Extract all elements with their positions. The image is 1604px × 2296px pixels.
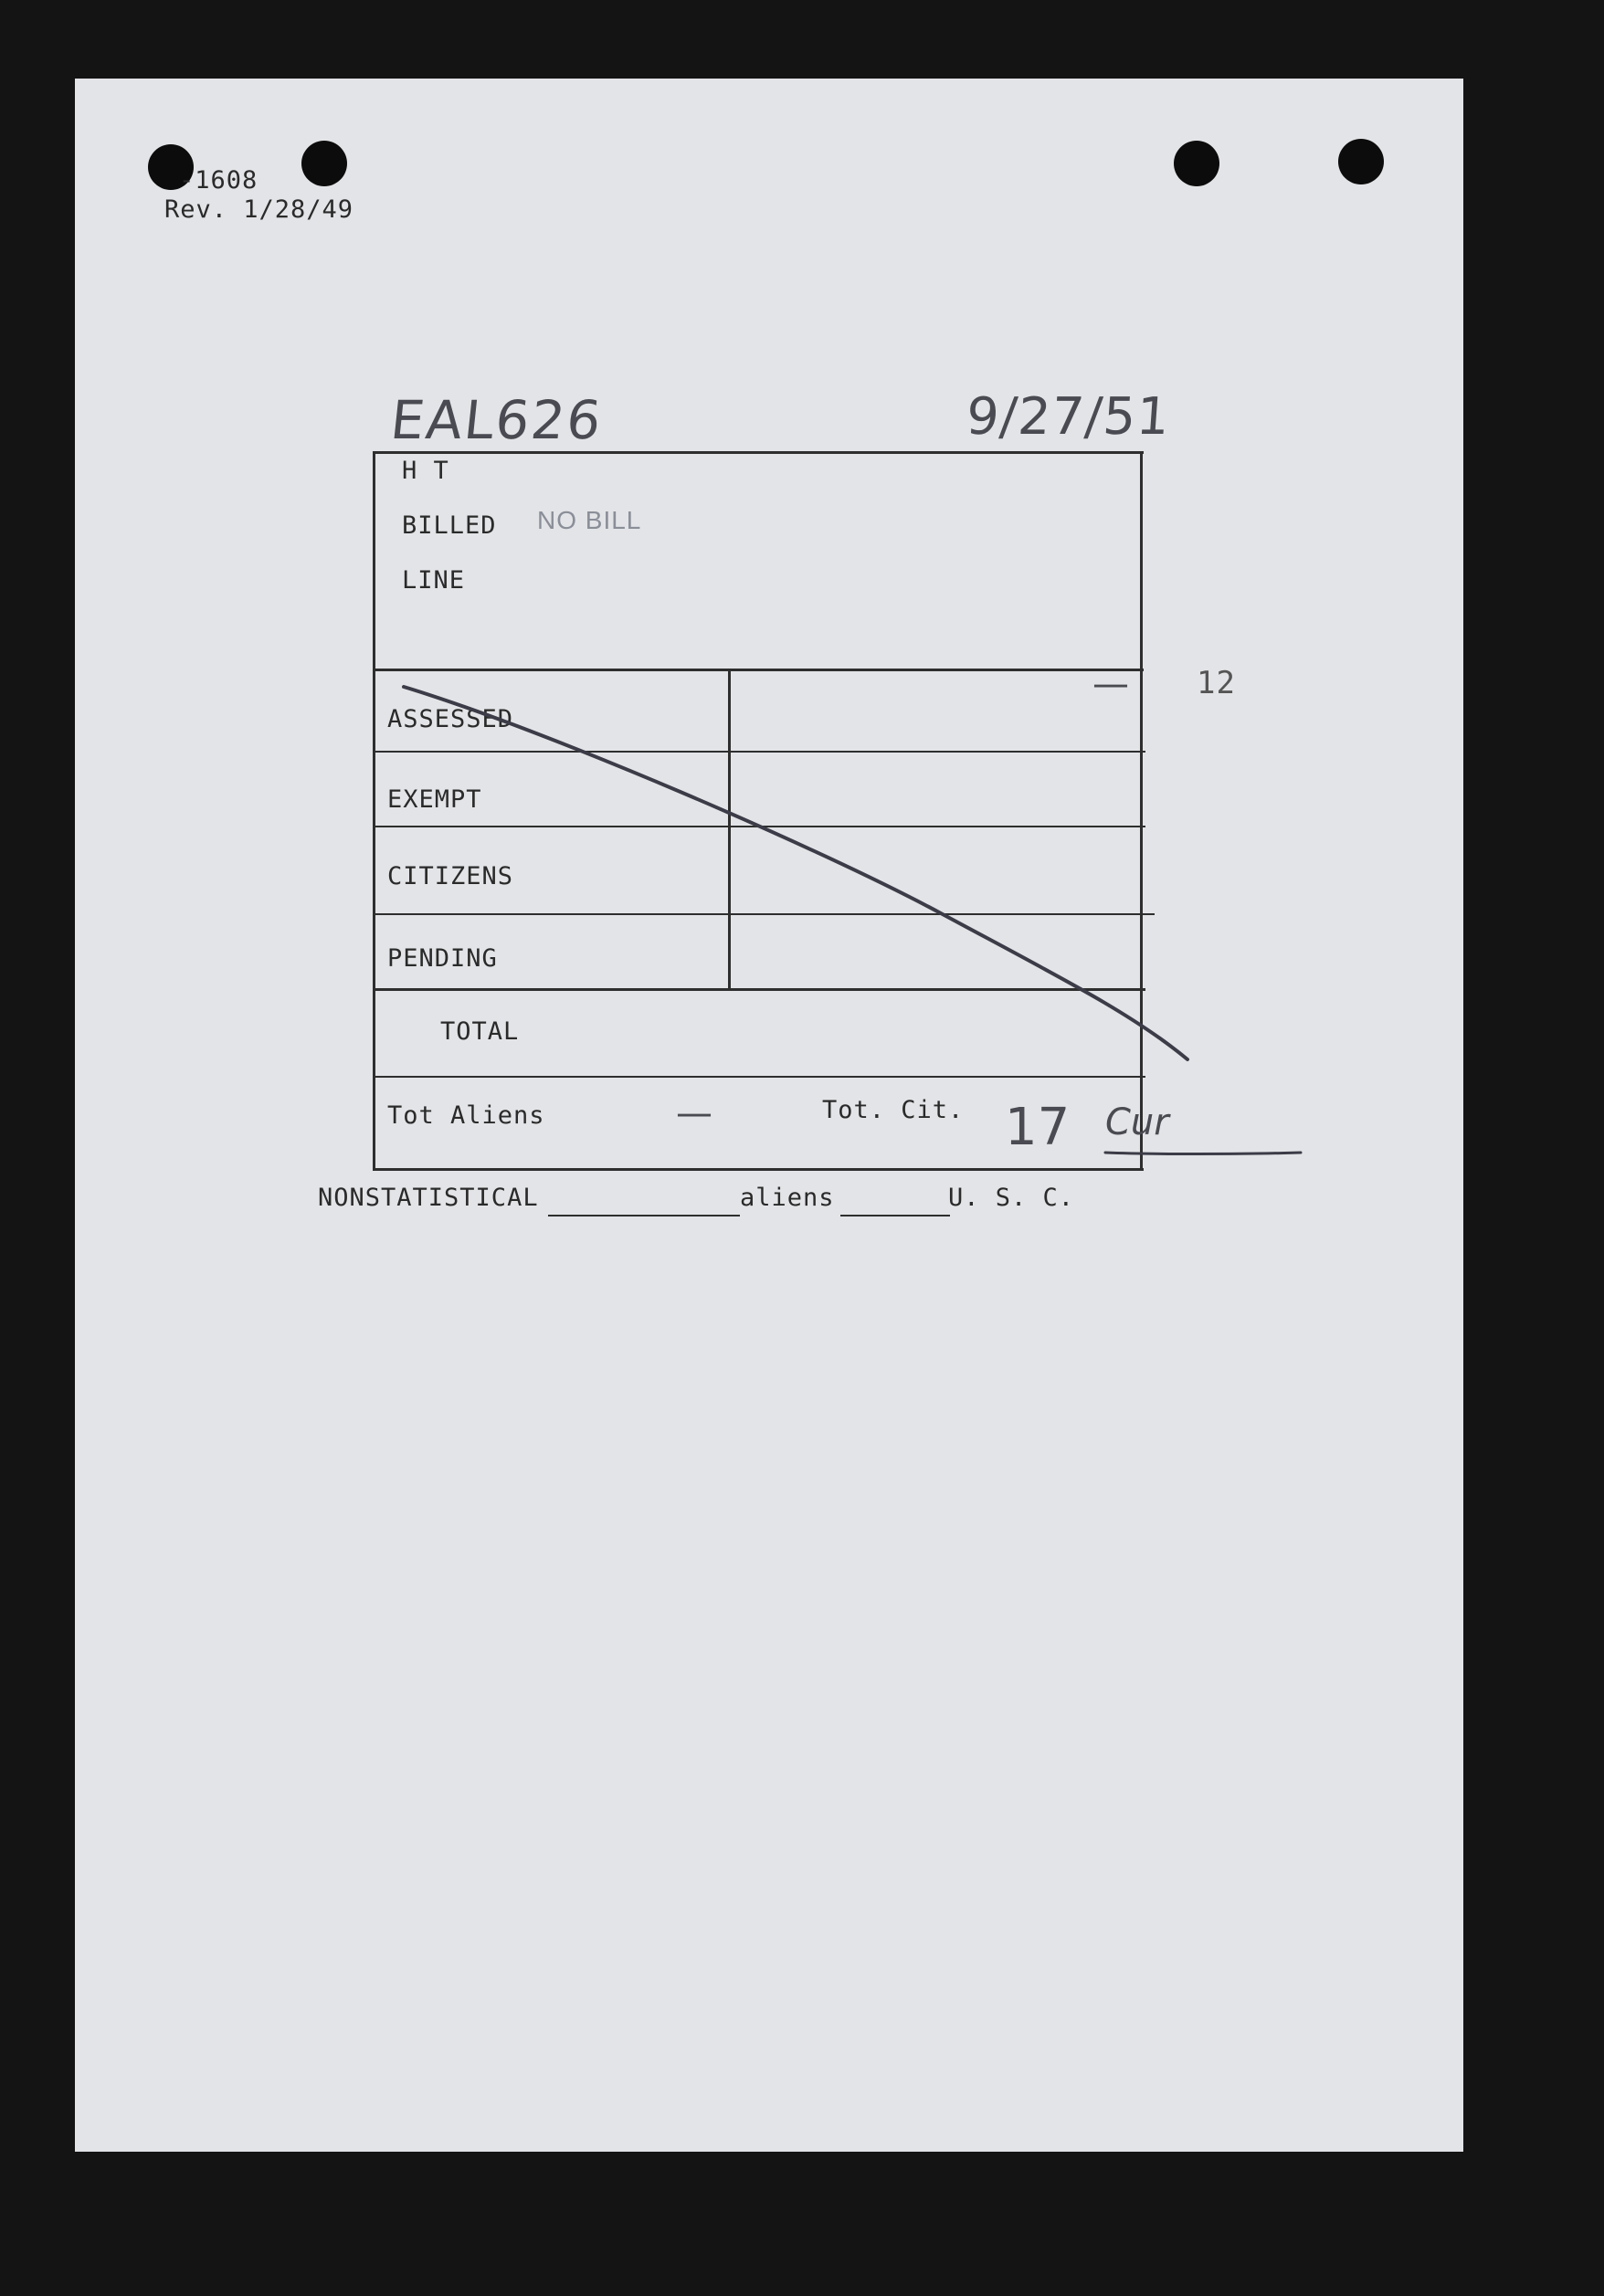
tot-aliens-label: Tot Aliens xyxy=(387,1101,545,1130)
handwritten-initials: Cur xyxy=(1105,1101,1169,1143)
no-bill-stamp: NO BILL xyxy=(537,506,642,534)
aliens-label: aliens xyxy=(740,1184,835,1212)
total-label: TOTAL xyxy=(440,1017,520,1046)
handwritten-code: EAL626 xyxy=(387,389,606,451)
initials-underline-swoosh xyxy=(1105,1153,1301,1154)
side-number: 12 xyxy=(1197,665,1236,701)
nonstatistical-label: NONSTATISTICAL xyxy=(318,1184,539,1212)
row-label-pending: PENDING xyxy=(387,944,498,973)
right-dash-mark: — xyxy=(1092,663,1129,705)
row-label-assessed: ASSESSED xyxy=(387,705,514,733)
row-label-exempt: EXEMPT xyxy=(387,785,482,814)
header-line-line: LINE xyxy=(402,566,466,595)
header-line-ht: H T xyxy=(402,457,449,485)
row-label-citizens: CITIZENS xyxy=(387,862,514,890)
form-revision: Rev. 1/28/49 xyxy=(164,195,354,224)
form-number: -1608 xyxy=(179,166,259,195)
tot-cit-value: 17 xyxy=(1005,1098,1071,1157)
diagonal-strike-line xyxy=(404,687,1187,1059)
handwritten-date: 9/27/51 xyxy=(964,387,1173,447)
tot-aliens-dash: — xyxy=(676,1092,712,1134)
header-line-billed: BILLED xyxy=(402,511,497,540)
tot-cit-label: Tot. Cit. xyxy=(822,1096,965,1124)
usc-label: U. S. C. xyxy=(948,1184,1075,1212)
